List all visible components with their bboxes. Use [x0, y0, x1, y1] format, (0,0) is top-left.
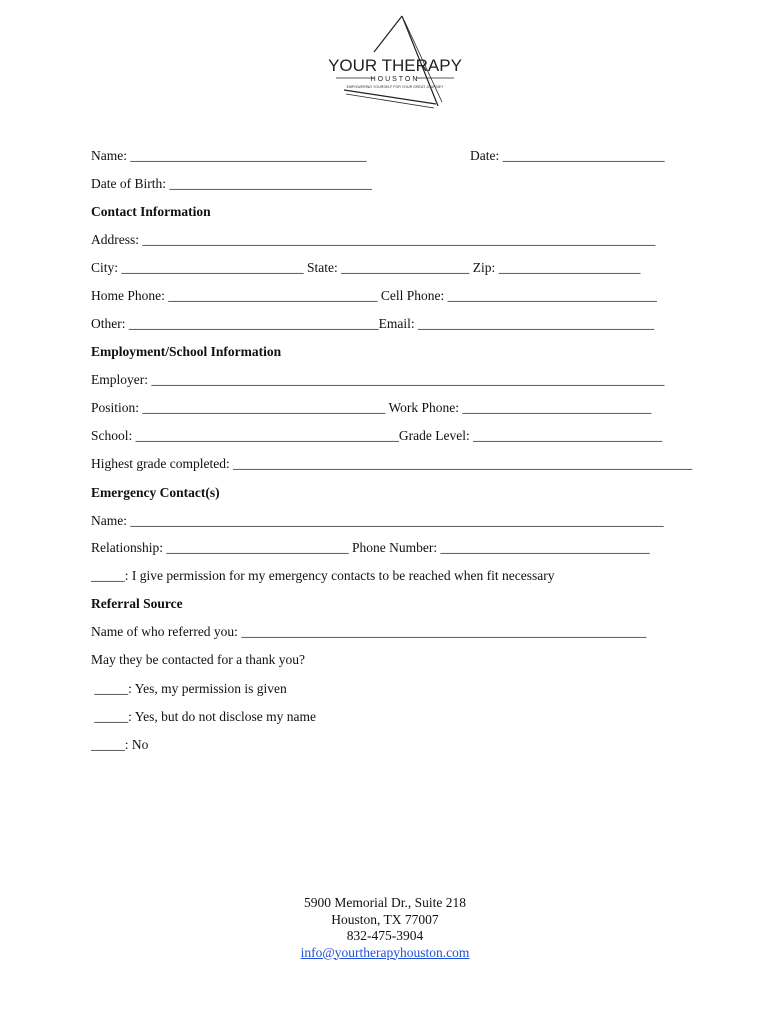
logo-name: YOUR THERAPY: [328, 56, 462, 75]
referrer-name-field[interactable]: Name of who referred you: ____________________________________________________________: [91, 624, 647, 639]
thank-you-question: May they be contacted for a thank you?: [91, 652, 306, 667]
logo-triangle-icon: [318, 12, 472, 110]
other-email-fields[interactable]: Other: _____________________________________Email: ___________________________________: [91, 316, 655, 331]
date-field[interactable]: Date: ________________________: [470, 148, 665, 163]
school-grade-level-fields[interactable]: School: _______________________________________Grade Level: ____________________________: [91, 428, 663, 443]
option-no[interactable]: _____: No: [91, 737, 149, 752]
date-of-birth-field[interactable]: Date of Birth: ______________________________: [91, 176, 372, 191]
footer-address: 5900 Memorial Dr., Suite 218: [304, 895, 466, 910]
company-logo: [318, 12, 472, 110]
option-yes-no-name[interactable]: _____: Yes, but do not disclose my name: [91, 709, 316, 724]
footer-email-link[interactable]: info@yourtherapyhouston.com: [300, 944, 470, 960]
employer-field[interactable]: Employer: ____________________________________________________________________________: [91, 372, 665, 387]
phone-fields[interactable]: Home Phone: _______________________________ Cell Phone: _______________________________: [91, 288, 657, 303]
address-field[interactable]: Address: ____________________________________________________________________________: [91, 232, 656, 247]
emergency-permission-field[interactable]: _____: I give permission for my emergency contacts to be reached when fit necessary: [91, 568, 555, 583]
emergency-name-field[interactable]: Name: _______________________________________________________________________________: [91, 513, 664, 528]
footer-contact: [0, 895, 770, 961]
city-state-zip-fields[interactable]: City: ___________________________ State: ___________________ Zip: _____________________: [91, 260, 641, 275]
footer-phone: 832-475-3904: [346, 928, 424, 943]
logo-tagline: EMPOWERING YOURSELF FOR YOUR GREAT JOURNEY: [346, 85, 444, 89]
employment-school-heading: Employment/School Information: [91, 344, 282, 359]
logo-city: HOUSTON: [370, 76, 420, 83]
option-yes-permission[interactable]: _____: Yes, my permission is given: [91, 681, 287, 696]
emergency-contacts-heading: Emergency Contact(s): [91, 485, 220, 500]
highest-grade-field[interactable]: Highest grade completed: ____________________________________________________________________: [91, 456, 693, 471]
position-work-phone-fields[interactable]: Position: ____________________________________ Work Phone: ____________________________: [91, 400, 652, 415]
contact-information-heading: Contact Information: [91, 204, 211, 219]
name-field[interactable]: Name: ___________________________________: [91, 148, 367, 163]
referral-source-heading: Referral Source: [91, 596, 183, 611]
relationship-phone-fields[interactable]: Relationship: ___________________________ Phone Number: _______________________________: [91, 540, 650, 555]
footer-city: Houston, TX 77007: [331, 911, 439, 927]
